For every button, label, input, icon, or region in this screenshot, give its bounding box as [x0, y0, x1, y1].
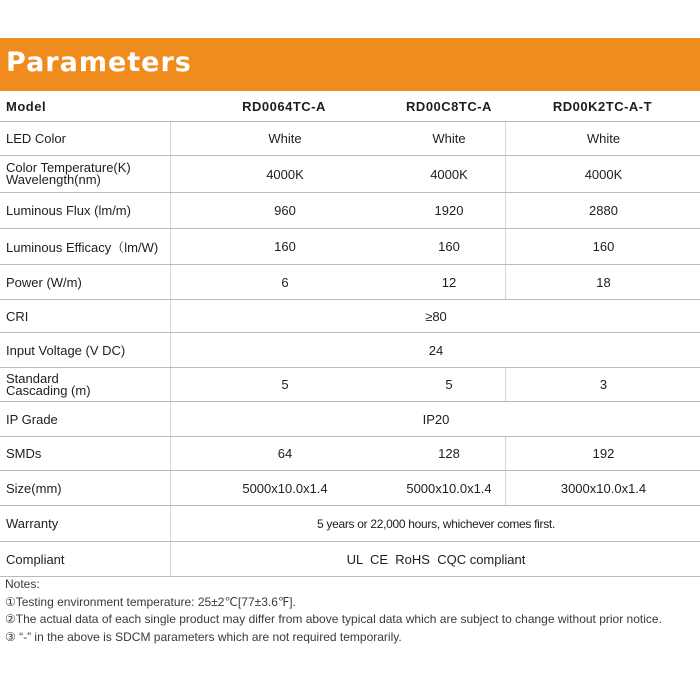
- cell-value: IP20: [170, 402, 700, 436]
- table-header-row: [0, 91, 700, 122]
- row-label: Luminous Efficacy（lm/W): [6, 240, 159, 255]
- cell-value: 5: [445, 377, 453, 392]
- cell-value: 5 years or 22,000 hours, whichever comes first.: [170, 506, 700, 541]
- cell-value: 5000x10.0x1.4: [406, 480, 492, 496]
- table-row-smds: [0, 437, 700, 471]
- notes-heading: Notes:: [5, 577, 40, 591]
- cell-value: 24: [170, 333, 700, 367]
- cell-value: 5: [170, 368, 399, 401]
- table-row-luminous-flux: [0, 193, 700, 229]
- row-label-line: Cascading (m): [6, 382, 91, 398]
- note-item: ①Testing environment temperature: 25±2℃[77±3.6℉].: [5, 594, 296, 609]
- row-label: Compliant: [6, 551, 65, 567]
- cell-value: 6: [170, 265, 399, 299]
- table-row-power: [0, 265, 700, 300]
- cell-value: 160: [170, 229, 399, 264]
- cell-value: White: [170, 122, 399, 155]
- table-row-standard-cascading: [0, 368, 700, 402]
- cell-value: 2880: [505, 193, 700, 228]
- row-label-line: Color Temperature(K): [6, 160, 131, 175]
- cell-value: 128: [438, 446, 460, 461]
- row-label: [0, 368, 165, 401]
- row-label-line: Wavelength(nm): [6, 172, 101, 187]
- header-model-2: RD00C8TC-A: [406, 98, 492, 114]
- cell-value: 960: [170, 193, 399, 228]
- table-row-cri: [0, 300, 700, 333]
- cell-value: White: [505, 122, 700, 155]
- section-banner: [0, 38, 700, 91]
- row-label: IP Grade: [6, 411, 58, 427]
- cell-value: 12: [441, 274, 457, 290]
- header-model-1: RD0064TC-A: [242, 98, 326, 114]
- table-row-led-color: [0, 122, 700, 156]
- cell-value: 4000K: [170, 156, 399, 192]
- table-row-color-temperature: [0, 156, 700, 193]
- cell-value: 4000K: [505, 156, 700, 192]
- cell-value: 160: [438, 239, 460, 254]
- table-row-luminous-efficacy: [0, 229, 700, 265]
- cell-value: 192: [505, 437, 700, 470]
- parameters-table: [0, 91, 700, 577]
- row-label: Input Voltage (V DC): [6, 342, 126, 358]
- row-label: LED Color: [6, 131, 66, 146]
- row-label: Size(mm): [6, 480, 62, 496]
- notes-section: [5, 576, 695, 646]
- cell-value: UL CE RoHS CQC compliant: [170, 542, 700, 576]
- row-label: SMDs: [6, 446, 42, 461]
- note-item: ②The actual data of each single product may differ from above typical data which are subject to change without prior notice.: [5, 612, 662, 626]
- header-model: Model: [6, 98, 47, 114]
- row-label: CRI: [6, 308, 29, 324]
- cell-value: 3000x10.0x1.4: [505, 471, 700, 505]
- row-label: [0, 156, 165, 192]
- cell-value: 4000K: [430, 166, 468, 182]
- cell-value: White: [432, 131, 466, 146]
- cell-value: 5000x10.0x1.4: [170, 471, 399, 505]
- cell-value: 18: [505, 265, 700, 299]
- note-item: ③ “-” in the above is SDCM parameters which are not required temporarily.: [5, 629, 402, 644]
- cell-value: 3: [505, 368, 700, 401]
- cell-value: 64: [170, 437, 399, 470]
- cell-value: 1920: [434, 203, 464, 218]
- header-model-3: RD00K2TC-A-T: [552, 98, 653, 114]
- cell-value: ≥80: [170, 300, 700, 332]
- table-row-warranty: [0, 506, 700, 542]
- row-label: Luminous Flux (lm/m): [6, 203, 131, 218]
- row-label: Power (W/m): [6, 274, 82, 290]
- table-row-input-voltage: [0, 333, 700, 368]
- cell-value: 160: [505, 229, 700, 264]
- table-row-size: [0, 471, 700, 506]
- section-title: Parameters: [6, 47, 192, 78]
- row-label-line: Standard: [6, 370, 59, 386]
- table-row-ip-grade: [0, 402, 700, 437]
- table-row-compliant: [0, 542, 700, 577]
- row-label: Warranty: [6, 516, 59, 531]
